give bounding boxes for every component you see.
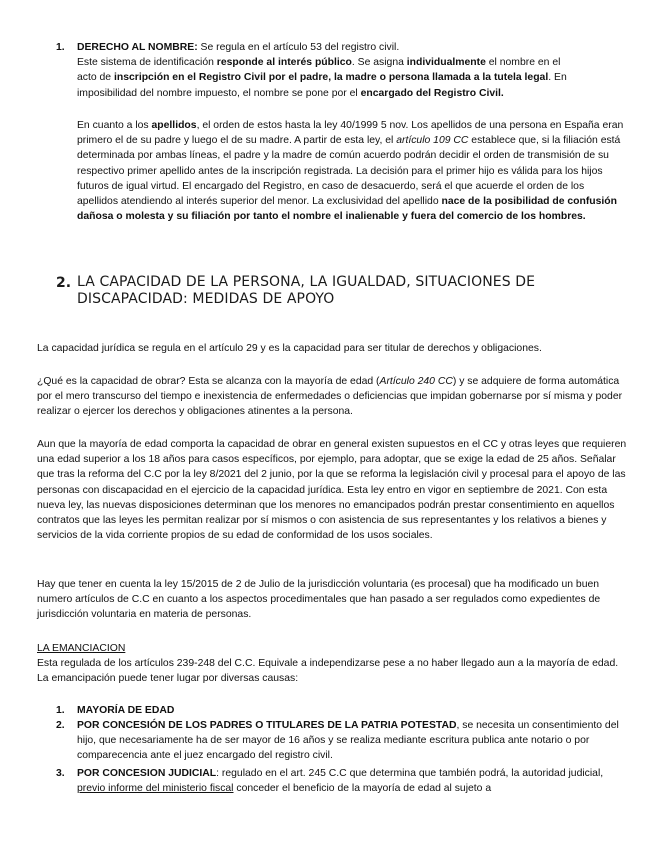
section-heading: LA CAPACIDAD DE LA PERSONA, LA IGUALDAD, SITUACIONES DE DISCAPACIDAD: MEDIDAS DE APOYO [77,274,536,307]
capacidad-obrar-paragraph: ¿Qué es la capacidad de obrar? Esta se alcanza con la mayoría de edad (Artículo 240 CC) y se adquiere de forma automática por el mero transcurso del tiempo e inexistencia de enfermedades o deficiencias que impidan gobernarse por sí misma y poder realizar o ejercer los derechos y obligaciones atinentes a la persona. [37,376,623,418]
mayoria-edad-paragraph: Aun que la mayoría de edad comporta la capacidad de obrar en general existen supuestos en el CC y otras leyes que requieren una edad superior a los 18 años para casos específicos, por ejemplo, para adoptar, que se exige la edad de 25 años. Señalar que tras la reforma del C.C por la ley 8/2021 del 2 junio, por la que se reforma la legislación civil y procesal para el apoyo de las personas con discapacidad en el ejercicio de la capacidad jurídica. Esta ley entro en vigor en septiembre de 2021. Con esta nueva ley, las nuevas disposiciones determinan que los menores no emancipados podrán prestar consentimiento en aquellos contratos que las leyes les permitan realizar por sí mismos o con asistencia de sus representantes y los relativos a bienes y servicios de la vida corriente propios de su edad de conformidad de los usos sociales. [37,439,627,542]
list-item: POR CONCESION JUDICIAL: regulado en el art. 245 C.C que determina que también podrá, la autoridad judicial, previo informe del ministerio fiscal conceder el beneficio de la mayoría de edad al sujeto a [77,768,604,795]
list-number: 2. [56,720,65,731]
list-number: 3. [56,768,65,779]
jurisdiccion-voluntaria-paragraph: Hay que tener en cuenta la ley 15/2015 de 2 de Julio de la jurisdicción voluntaria (es procesal) que ha modificado un buen numero artículos de C.C en cuanto a los aspectos procedimentales que han pasado a ser regulados como expedientes de jurisdicción voluntaria en materia de personas. [37,579,601,621]
list-number: 1. [56,705,65,716]
emancipacion-title: LA EMANCIACION [37,643,126,654]
capacidad-juridica-paragraph: La capacidad jurídica se regula en el artículo 29 y es la capacidad para ser titular de derechos y obligaciones. [37,343,542,354]
emancipacion-paragraph: Esta regulada de los artículos 239-248 del C.C. Equivale a independizarse pese a no haber llegado aun a la mayoría de edad. La emancipación puede tener lugar por diversas causas: [37,658,619,685]
apellidos-paragraph: En cuanto a los apellidos, el orden de estos hasta la ley 40/1999 5 nov. Los apellidos de una persona en España eran primero el de su padre y luego el de su madre. A partir de esta ley, el artículo 109 CC establece que, si la filiación está determinada por ambas líneas, el padre y la madre de común acuerdo podrán decidir el orden de transmisión de su respectivo primer apellido antes de la inscripción registrada. La decisión para el primer hijo es válida para los hijos futuros de igual virtud. El encargado del Registro, en caso de desacuerdo, será el que acuerde el orden de los apellidos atendiendo al interés superior del menor. La exclusividad del apellido nace de la posibilidad de confusión dañosa o molesta y su filiación por tanto el nombre el inalienable y fuera del comercio de los hombres. [77,120,624,223]
list-item: MAYORÍA DE EDAD [77,705,175,716]
list-number: 1. [56,42,65,53]
item1-title: DERECHO AL NOMBRE: [77,42,198,53]
list-item: POR CONCESIÓN DE LOS PADRES O TITULARES DE LA PATRIA POTESTAD, se necesita un consentimiento del hijo, que necesariamente ha de ser mayor de 16 años y se realiza mediante escritura publica ante notario o por comparecencia ante el juez encargado del registro civil. [77,720,619,762]
heading-number: 2. [56,275,72,291]
item1-paragraph: DERECHO AL NOMBRE: Se regula en el artículo 53 del registro civil. Este sistema de identificación responde al interés público. Se asigna individualmente el nombre en el acto de inscripción en el Registro Civil por el padre, la madre o persona llamada a la tutela legal. En imposibilidad del nombre impuesto, el nombre se pone por el encargado del Registro Civil. [77,42,567,99]
